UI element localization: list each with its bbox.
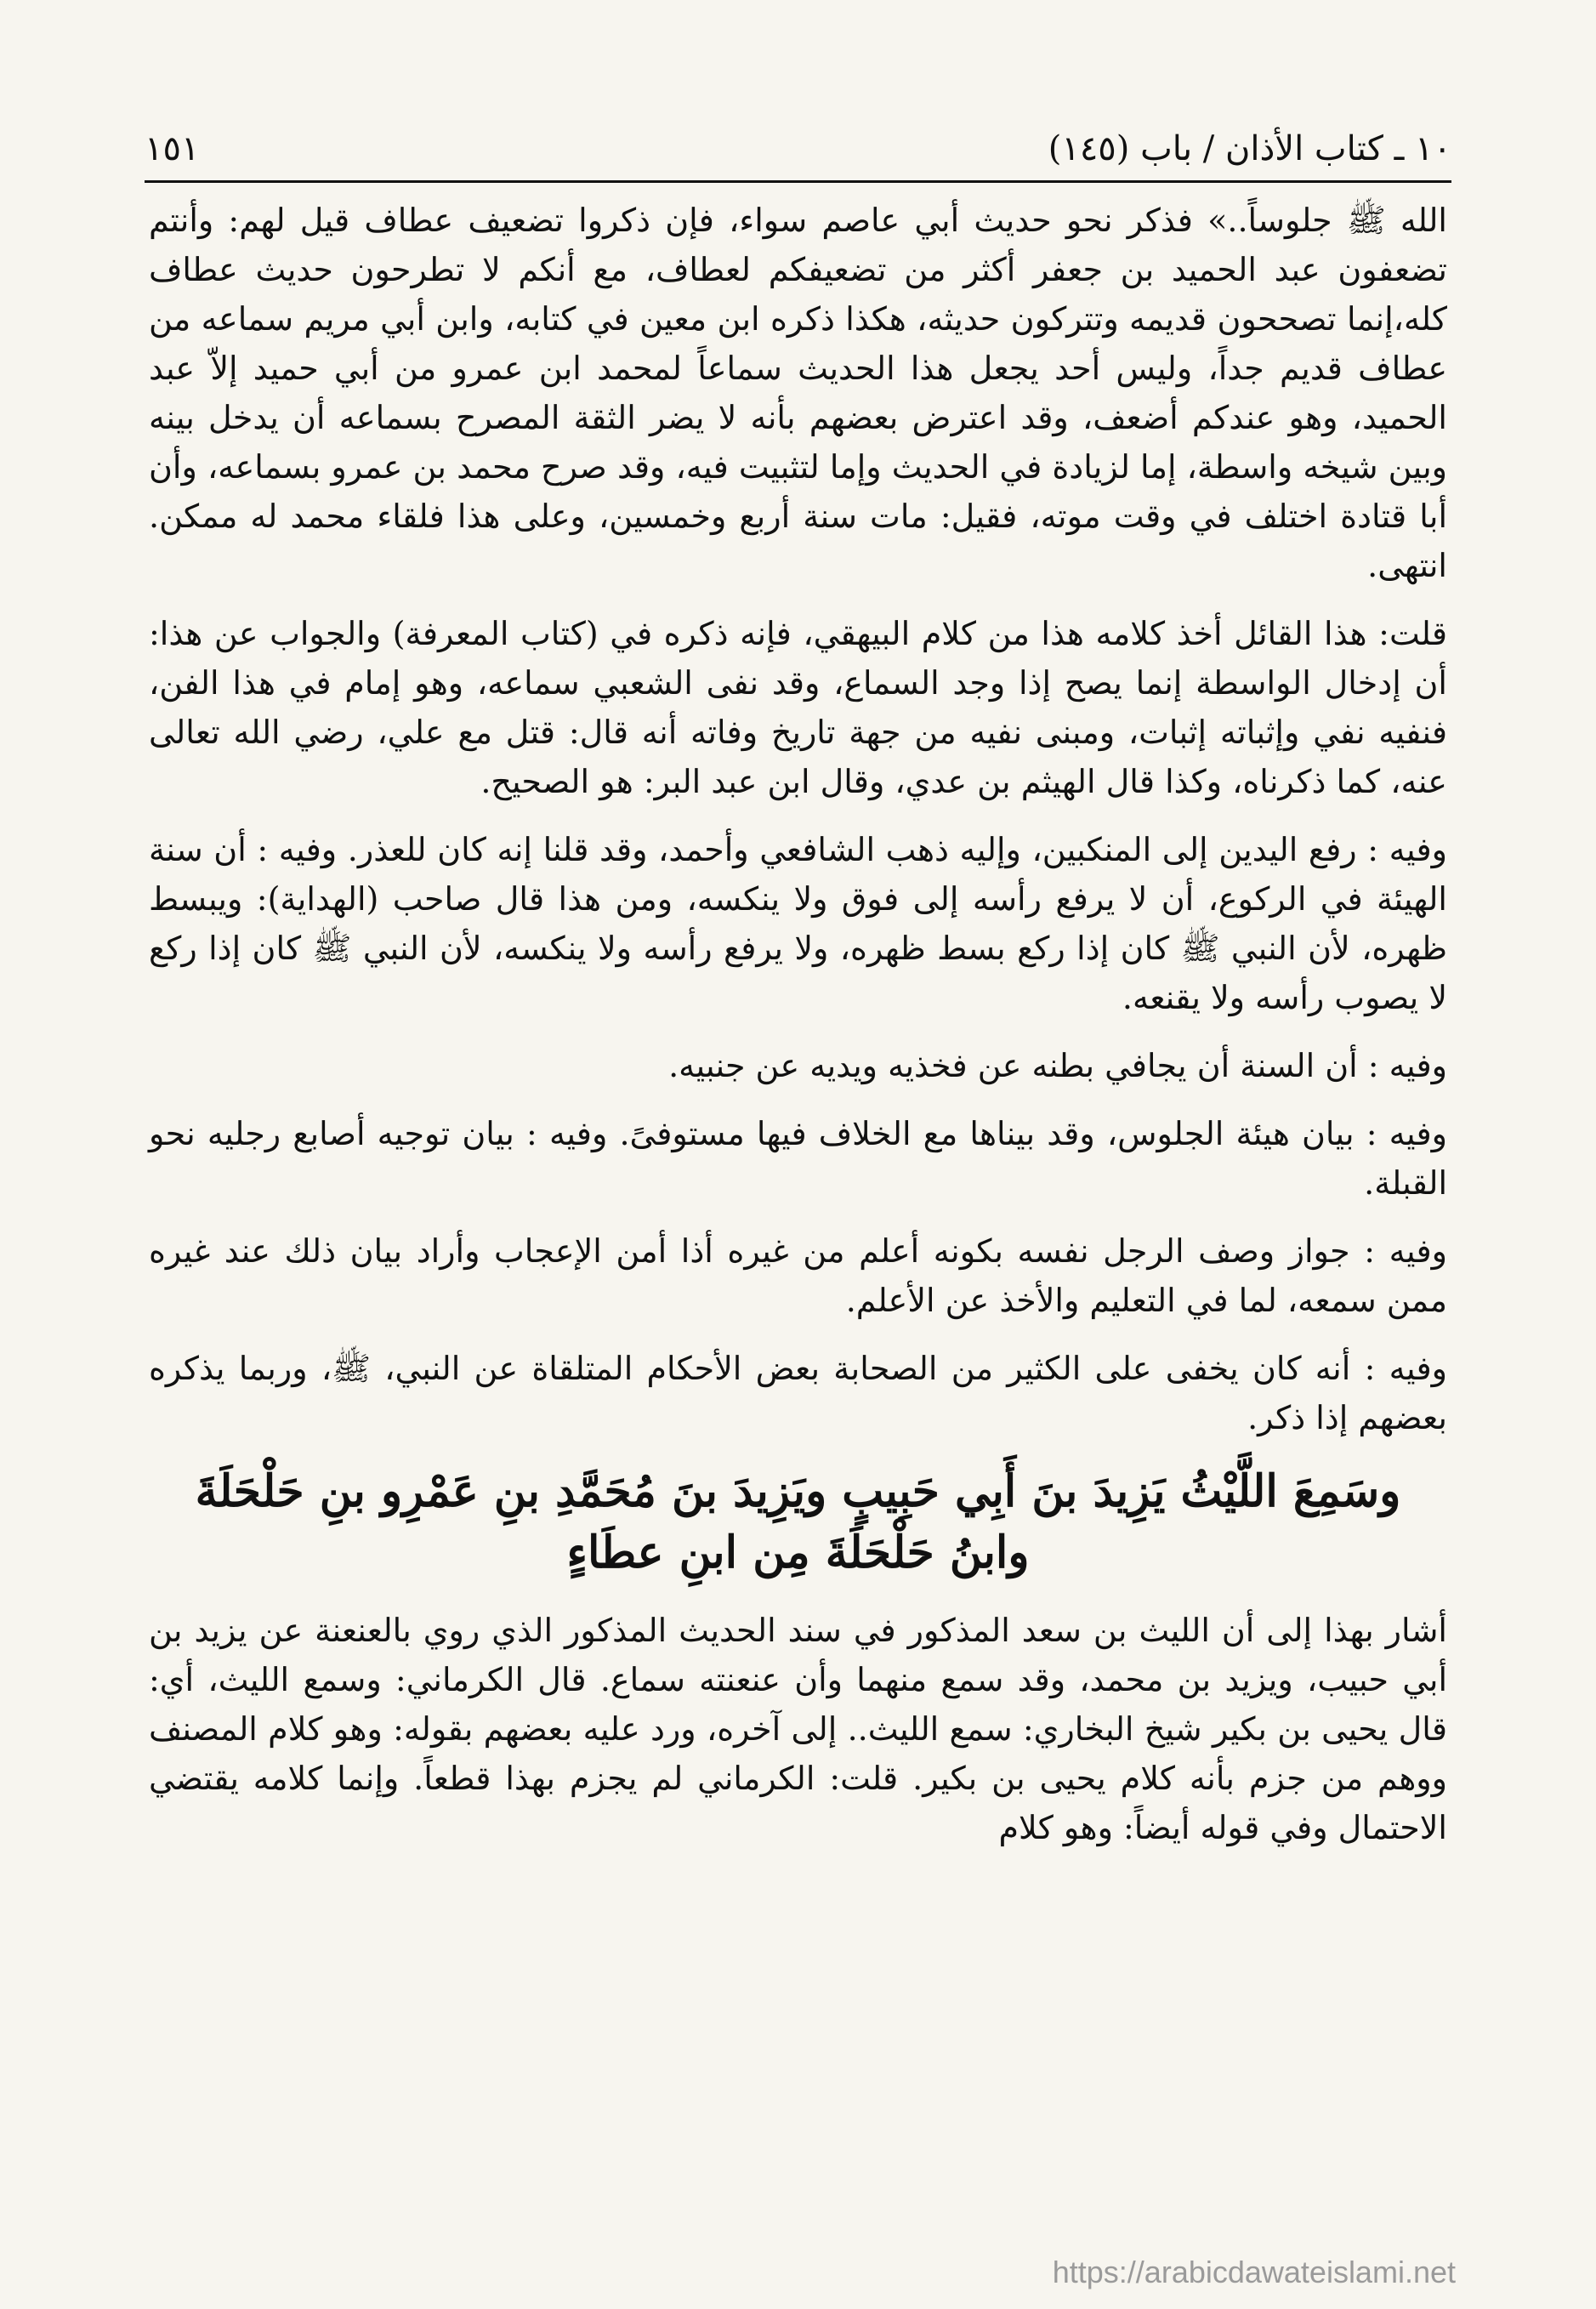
paragraph: وفيه : جواز وصف الرجل نفسه بكونه أعلم من غيره أذا أمن الإعجاب وأراد بيان ذلك عند غيره ممن سمعه، لما في التعليم والأخذ عن الأعلم. bbox=[149, 1232, 1447, 1319]
page-number: ١٥١ bbox=[145, 129, 200, 168]
header-rule bbox=[145, 180, 1451, 183]
paragraph: وفيه : أن السنة أن يجافي بطنه عن فخذيه ويديه عن جنبيه. bbox=[668, 1047, 1447, 1084]
chapter-title: ١٠ ـ كتاب الأذان / باب (١٤٥) bbox=[1048, 129, 1451, 168]
paragraph: وفيه : أنه كان يخفى على الكثير من الصحابة بعض الأحكام المتلقاة عن النبي، ﷺ، وربما يذكره بعضهم إذا ذكر. bbox=[149, 1350, 1447, 1436]
section-heading: وسَمِعَ اللَّيْثُ يَزِيدَ بنَ أَبِي حَبِيبٍ ويَزِيدَ بنَ مُحَمَّدِ بنِ عَمْرِو بنِ حَلْحَلَةَ وابنُ حَلْحَلَةَ مِن ابنِ عطَاءٍ bbox=[195, 1465, 1401, 1578]
page-header bbox=[145, 119, 1451, 179]
paragraph: أشار بهذا إلى أن الليث بن سعد المذكور في سند الحديث المذكور الذي روي بالعنعنة عن يزيد بن أبي حبيب، ويزيد بن محمد، وقد سمع منهما وأن عنعنته سماع. قال الكرماني: وسمع الليث، أي: قال يحيى بن بكير شيخ البخاري: سمع الليث.. إلى آخره، ورد عليه بعضهم بقوله: وهو كلام المصنف ووهم من جزم بأنه كلام يحيى بن بكير. قلت: الكرماني لم يجزم بهذا قطعاً. وإنما كلامه يقتضي الاحتمال وفي قوله أيضاً: وهو كلام bbox=[149, 1612, 1447, 1846]
paragraph: الله ﷺ جلوساً..» فذكر نحو حديث أبي عاصم سواء، فإن ذكروا تضعيف عطاف قيل لهم: وأنتم تضعفون عبد الحميد بن جعفر أكثر من تضعيفكم لعطاف، مع أنكم لا تطرحون حديث عطاف كله،إنما تصححون قديمه وتتركون حديثه، هكذا ذكره ابن معين في كتابه، وابن أبي مريم سماعه من عطاف قديم جداً، وليس أحد يجعل هذا الحديث سماعاً لمحمد ابن عمرو من أبي حميد إلاّ عبد الحميد، وهو عندكم أضعف، وقد اعترض بعضهم بأنه لا يضر الثقة المصرح بسماعه أن يدخل بينه وبين شيخه واسطة، إما لزيادة في الحديث وإما لتثبيت فيه، وقد صرح محمد بن عمرو بسماعه، وأن أبا قتادة اختلف في وقت موته، فقيل: مات سنة أربع وخمسين، وعلى هذا فلقاء محمد له ممكن. انتهى. bbox=[149, 202, 1447, 584]
paragraph: وفيه : رفع اليدين إلى المنكبين، وإليه ذهب الشافعي وأحمد، وقد قلنا إنه كان للعذر. وفيه : أن سنة الهيئة في الركوع، أن لا يرفع رأسه إلى فوق ولا ينكسه، ومن هذا قال صاحب (الهداية): ويبسط ظهره، لأن النبي ﷺ كان إذا ركع بسط ظهره، ولا يرفع رأسه ولا ينكسه، لأن النبي ﷺ كان إذا ركع لا يصوب رأسه ولا يقنعه. bbox=[149, 831, 1448, 1016]
watermark-url: https://arabicdawateislami.net bbox=[1052, 2255, 1456, 2289]
paragraph: وفيه : بيان هيئة الجلوس، وقد بيناها مع الخلاف فيها مستوفىً. وفيه : بيان توجيه أصابع رجليه نحو القبلة. bbox=[149, 1115, 1448, 1202]
paragraph: قلت: هذا القائل أخذ كلامه هذا من كلام البيهقي، فإنه ذكره في (كتاب المعرفة) والجواب عن هذا: أن إدخال الواسطة إنما يصح إذا وجد السماع، وقد نفى الشعبي سماعه، وهو إمام في هذا الفن، فنفيه نفي وإثباته إثبات، ومبنى نفيه من جهة تاريخ وفاته أنه قال: قتل مع علي، رضي الله تعالى عنه، كما ذكرناه، وكذا قال الهيثم بن عدي، وقال ابن عبد البر: هو الصحيح. bbox=[149, 615, 1447, 800]
page-body bbox=[149, 196, 1447, 1871]
